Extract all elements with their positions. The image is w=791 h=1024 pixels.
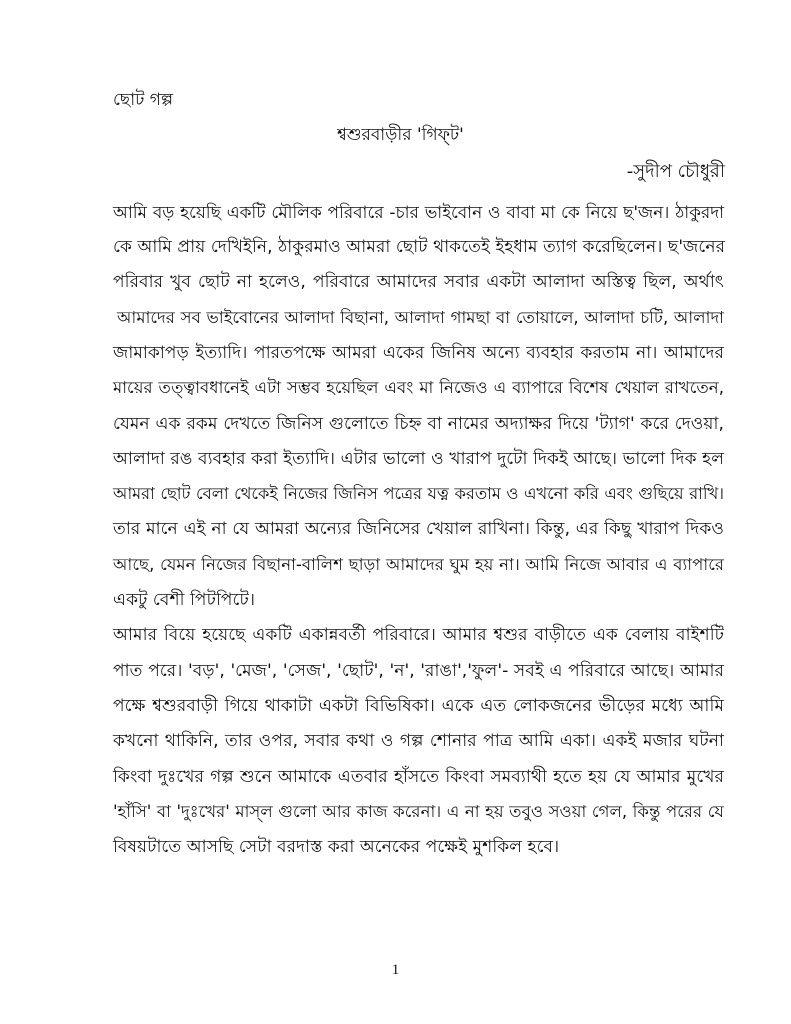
text-line: যেমন এক রকম দেখতে জিনিস গুলোতে চিহ্ন বা নামের অদ্যাক্ষর দিয়ে 'ট্যাগ' করে দেওয়া, <box>113 414 724 434</box>
text-line: বিষয়টাতে আসছি সেটা বরদাস্ত করা অনেকের পক্ষেই মুশকিল হবে। <box>113 837 560 857</box>
story-title: শ্বশুরবাড়ীর 'গিফ্‌ট' <box>337 125 464 145</box>
text-line: জামাকাপড় ইত্যাদি। পারতপক্ষে আমরা একের জিনিষ অন্যে ব্যবহার করতাম না। আমাদের <box>113 343 724 363</box>
text-line: 'হাঁসি' বা 'দুঃখের' মাস্‌ল গুলো আর কাজ করেনা। এ না হয় তবুও সওয়া গেল, কিন্তু পরের যে <box>113 802 724 821</box>
text-line: পক্ষে শ্বশুরবাড়ী গিয়ে থাকাটা একটা বিভিষিকা। একে এত লোকজনের ভীড়ের মধ্যে আমি <box>113 696 724 716</box>
text-line: আমি বড় হয়েছি একটি মৌলিক পরিবারে -চার ভাইবোন ও বাবা মা কে নিয়ে ছ'জন। ঠাকুরদা <box>113 202 724 222</box>
text-line: কে আমি প্রায় দেখিইনি, ঠাকুরমাও আমরা ছোট থাকতেই ইহধাম ত্যাগ করেছিলেন। ছ'জনের <box>113 237 726 257</box>
text-line: আছে, যেমন নিজের বিছানা-বালিশ ছাড়া আমাদের ঘুম হয় না। আমি নিজে আবার এ ব্যাপারে <box>113 555 724 574</box>
text-line: পরিবার খুব ছোট না হলেও, পরিবারে আমাদের সবার একটা আলাদা অস্তিত্ব ছিল, অর্থাৎ <box>113 272 724 292</box>
text-line: আলাদা রঙ ব্যবহার করা ইত্যাদি। এটার ভালো ও খারাপ দুটো দিকই আছে। ভালো দিক হল <box>113 449 724 469</box>
story-author: -সুদীপ চৌধুরী <box>626 161 725 182</box>
page-number: 1 <box>391 962 400 978</box>
text-line: আমরা ছোট বেলা থেকেই নিজের জিনিস পত্রের যত্ন করতাম ও এখনো করি এবং গুছিয়ে রাখি। <box>113 484 724 503</box>
text-line: মায়ের তত্ত্বাবধানেই এটা সম্ভব হয়েছিল এবং মা নিজেও এ ব্যাপারে বিশেষ খেয়াল রাখতেন, <box>113 378 724 397</box>
text-line: কখনো থাকিনি, তার ওপর, সবার কথা ও গল্প শোনার পাত্র আমি একা। একই মজার ঘটনা <box>113 731 724 751</box>
text-line: কিংবা দুঃখের গল্প শুনে আমাকে এতবার হাঁসতে কিংবা সমব্যাথী হতে হয় যে আমার মুখের <box>113 767 724 787</box>
text-line: তার মানে এই না যে আমরা অন্যের জিনিসের খেয়াল রাখিনা। কিন্তু, এর কিছু খারাপ দিকও <box>113 519 724 539</box>
text-line: একটু বেশী পিটপিটে। <box>113 590 255 610</box>
text-line: আমাদের সব ভাইবোনের আলাদা বিছানা, আলাদা গামছা বা তোয়ালে, আলাদা চটি, আলাদা <box>117 308 724 327</box>
text-line: আমার বিয়ে হয়েছে একটি একান্নবর্তী পরিবারে। আমার শ্বশুর বাড়ীতে এক বেলায় বাইশটি <box>113 625 724 645</box>
text-line: পাত পরে। 'বড়', 'মেজ', 'সেজ', 'ছোট', 'ন', 'রাঙা','ফুল'- সবই এ পরিবারে আছে। আমার <box>113 661 724 681</box>
story-category-label: ছোট গল্প <box>113 90 174 110</box>
